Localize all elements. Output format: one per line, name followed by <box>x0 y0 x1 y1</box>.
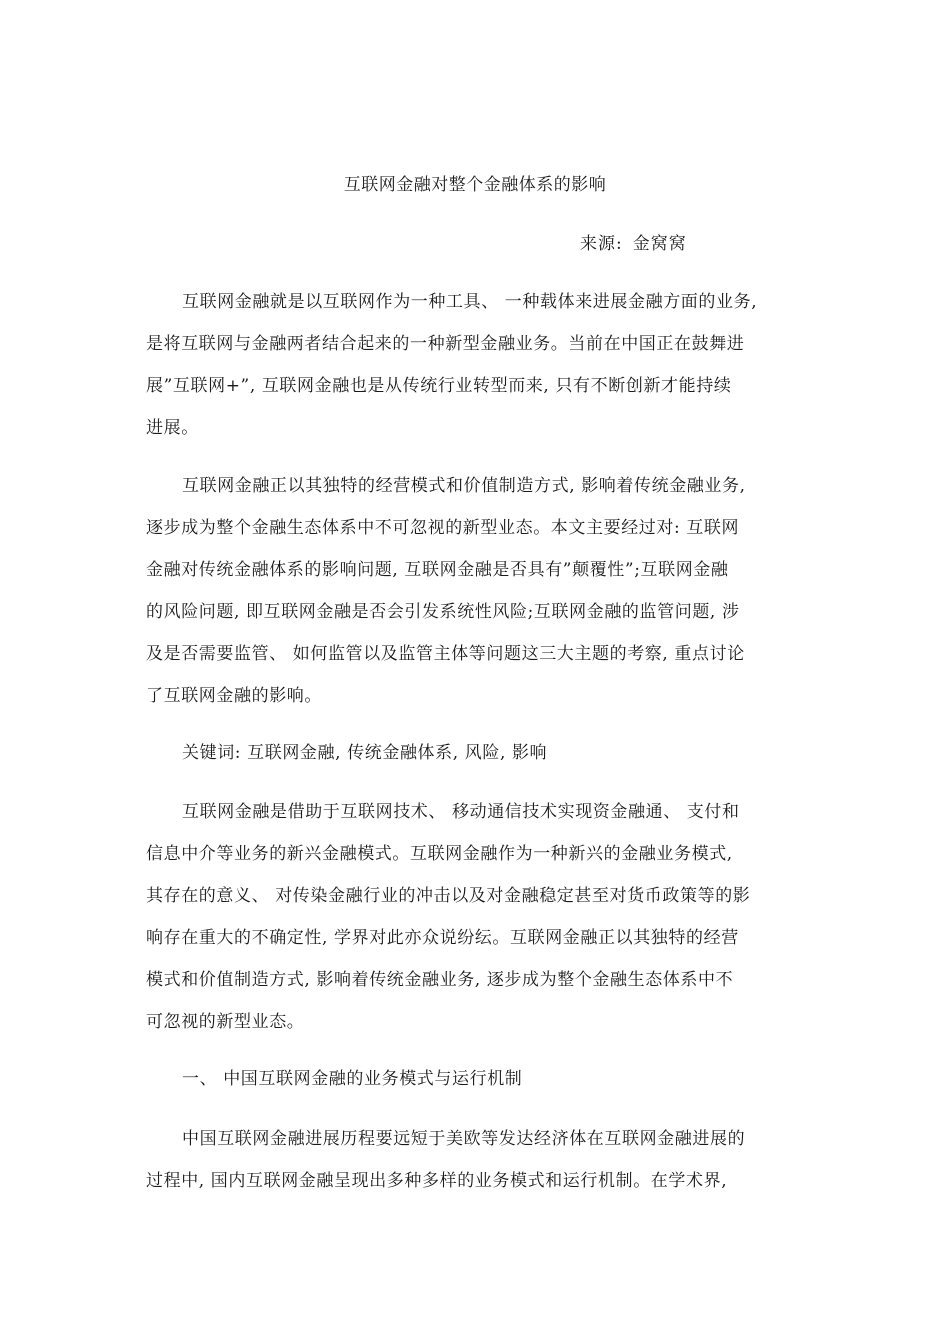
keywords-line <box>146 732 806 774</box>
paragraph-line: 响存在重大的不确定性, 学界对此亦众说纷纭。互联网金融正以其独特的经营 <box>146 928 739 948</box>
paragraph-line: 互联网金融是借助于互联网技术、 移动通信技术实现资金融通、 支付和 <box>182 802 740 822</box>
paragraph-line: 关键词: 互联网金融, 传统金融体系, 风险, 影响 <box>182 743 548 763</box>
paragraph-line: 逐步成为整个金融生态体系中不可忽视的新型业态。本文主要经过对: 互联网 <box>146 518 740 538</box>
paragraph-line: 金融对传统金融体系的影响问题, 互联网金融是否具有”颠覆性”;互联网金融 <box>146 560 729 580</box>
section-heading <box>146 1058 806 1100</box>
paragraph-line: 可忽视的新型业态。 <box>146 1012 305 1032</box>
paragraph-line: 展”互联网+”, 互联网金融也是从传统行业转型而来, 只有不断创新才能持续 <box>146 376 732 396</box>
paragraph-line: 中国互联网金融进展历程要远短于美欧等发达经济体在互联网金融进展的 <box>182 1129 746 1149</box>
paragraph-line: 及是否需要监管、 如何监管以及监管主体等问题这三大主题的考察, 重点讨论 <box>146 644 745 664</box>
paragraph-line: 是将互联网与金融两者结合起来的一种新型金融业务。当前在中国正在鼓舞进 <box>146 334 745 354</box>
paragraph-line: 互联网金融正以其独特的经营模式和价值制造方式, 影响着传统金融业务, <box>182 476 746 496</box>
paragraph-line: 的风险问题, 即互联网金融是否会引发系统性风险;互联网金融的监管问题, 涉 <box>146 602 740 622</box>
paragraph-intro <box>146 281 806 449</box>
source-line <box>580 232 687 256</box>
section-heading-text: 一、 中国互联网金融的业务模式与运行机制 <box>182 1069 523 1089</box>
document-title: 互联网金融对整个金融体系的影响 <box>343 175 607 195</box>
paragraph-line: 互联网金融就是以互联网作为一种工具、 一种载体来进展金融方面的业务, <box>182 292 758 312</box>
paragraph-abstract <box>146 465 806 717</box>
source-label: 来源: <box>580 234 623 254</box>
paragraph-section-body <box>146 1118 806 1202</box>
paragraph-line: 模式和价值制造方式, 影响着传统金融业务, 逐步成为整个金融生态体系中不 <box>146 970 734 990</box>
paragraph-line: 过程中, 国内互联网金融呈现出多种多样的业务模式和运行机制。在学术界, <box>146 1171 728 1191</box>
paragraph-definition <box>146 791 806 1043</box>
paragraph-line: 了互联网金融的影响。 <box>146 686 322 706</box>
paragraph-line: 其存在的意义、 对传染金融行业的冲击以及对金融稳定甚至对货币政策等的影 <box>146 886 751 906</box>
source-name: 金窝窝 <box>632 234 687 254</box>
paragraph-line: 进展。 <box>146 418 199 438</box>
paragraph-line: 信息中介等业务的新兴金融模式。互联网金融作为一种新兴的金融业务模式, <box>146 844 733 864</box>
